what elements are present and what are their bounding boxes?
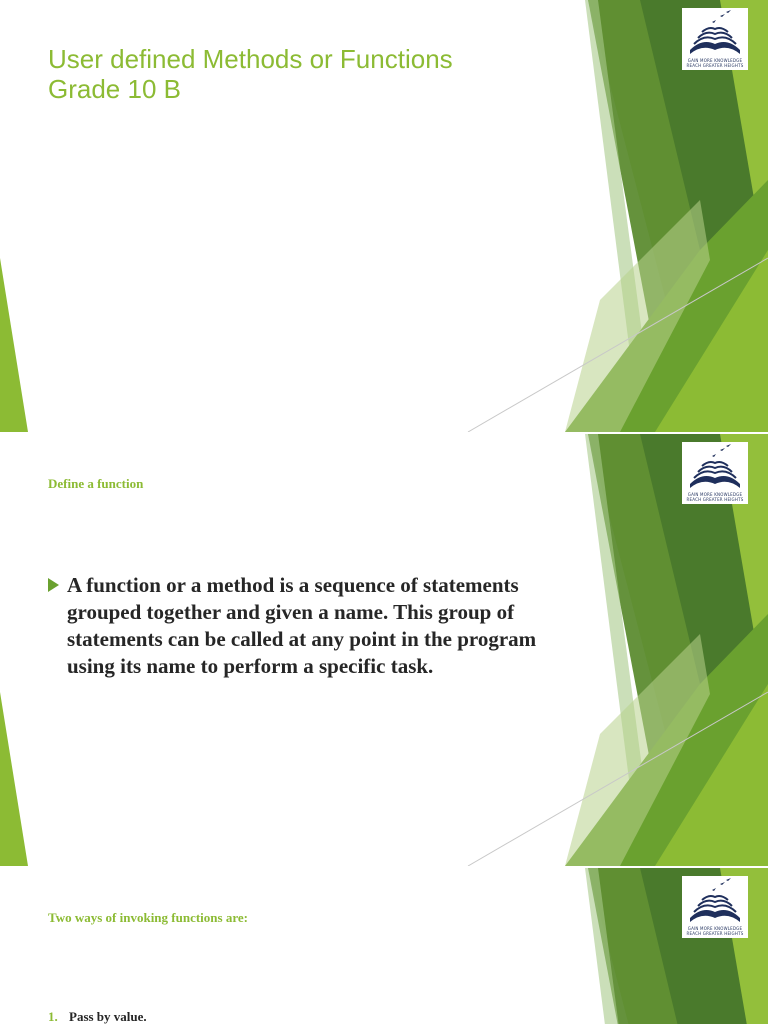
slide-define-function	[0, 434, 768, 866]
triangle-bullet-icon	[48, 578, 59, 592]
title-line-1: User defined Methods or Functions	[48, 44, 453, 74]
school-logo	[682, 876, 748, 938]
bullet-item	[48, 572, 578, 680]
slide-title	[0, 0, 768, 432]
slide-heading: Two ways of invoking functions are:	[48, 910, 248, 925]
green-facet-decoration	[0, 868, 768, 1024]
numbered-list-item	[48, 1009, 147, 1024]
slide-title-text	[48, 44, 453, 104]
school-logo	[682, 8, 748, 70]
list-item-text: Pass by value.	[69, 1009, 147, 1024]
slide-heading: Define a function	[48, 476, 144, 491]
bullet-text: A function or a method is a sequence of statements grouped together and given a name. This group of statements can be called at any point in the program using its name to perform a specific task.	[67, 573, 537, 678]
book-birds-emblem-icon	[682, 8, 748, 58]
book-birds-emblem-icon	[682, 442, 748, 492]
logo-caption: GAIN MORE KNOWLEDGE REACH GREATER HEIGHTS	[686, 492, 744, 502]
school-logo	[682, 442, 748, 504]
book-birds-emblem-icon	[682, 876, 748, 926]
logo-caption: GAIN MORE KNOWLEDGE REACH GREATER HEIGHTS	[686, 926, 744, 936]
list-number: 1.	[48, 1009, 58, 1024]
title-line-2: Grade 10 B	[48, 74, 181, 104]
slide-invoking-functions	[0, 868, 768, 1024]
logo-caption: GAIN MORE KNOWLEDGE REACH GREATER HEIGHTS	[686, 58, 744, 68]
